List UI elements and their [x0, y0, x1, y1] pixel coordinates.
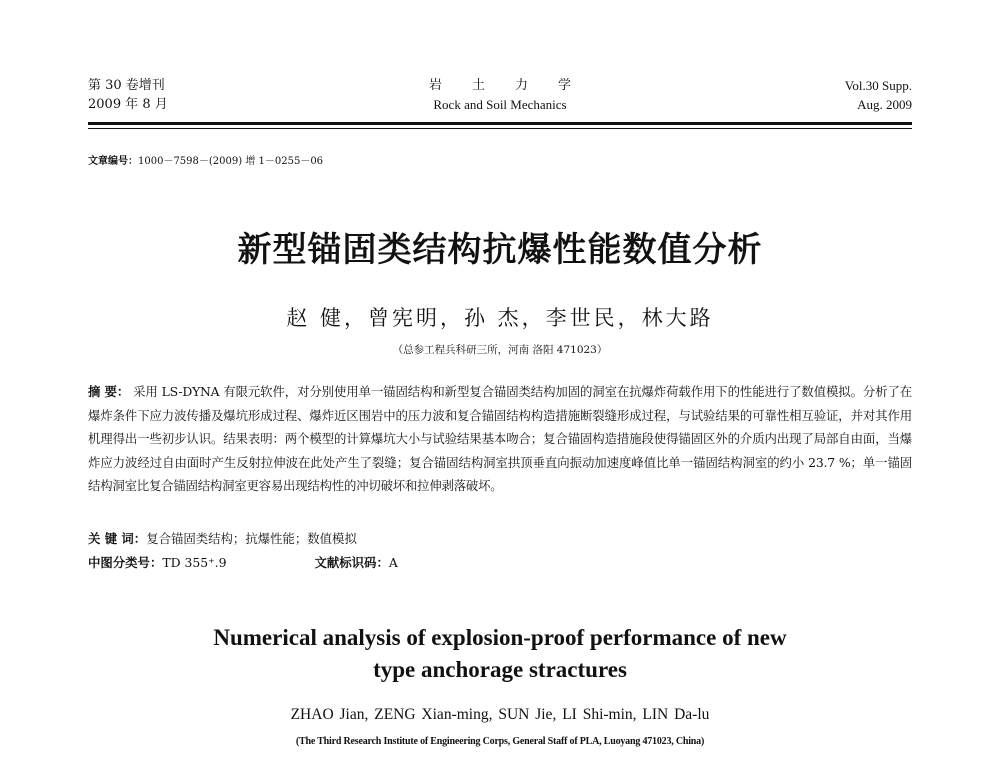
affiliation-cn: （总参工程兵科研三所，河南 洛阳 471023） — [392, 344, 608, 356]
journal-issue-info — [88, 76, 168, 114]
keywords-text: 复合锚固类结构；抗爆性能；数值模拟 — [146, 531, 357, 546]
journal-title-cn: 岩土力学 — [428, 78, 601, 93]
abstract-cn — [88, 380, 912, 498]
volume-supp-en: Vol.30 Supp. — [844, 78, 912, 93]
paper-title-en — [0, 622, 1000, 686]
date-en: Aug. 2009 — [857, 97, 912, 112]
doc-code-value: A — [388, 555, 398, 570]
affiliation-en: (The Third Research Institute of Engineering Corps, General Staff of PLA, Luoyang 471023, China) — [295, 736, 705, 747]
clc-value: TD 355⁺.9 — [162, 555, 227, 570]
paper-title-en-line2: type anchorage stractures — [373, 657, 627, 682]
journal-title-en: Rock and Soil Mechanics — [433, 97, 567, 112]
article-number-label: 文章编号： — [88, 156, 138, 167]
clc-label: 中图分类号： — [88, 555, 163, 570]
keywords-label: 关 键 词： — [88, 531, 147, 546]
journal-volume-info — [845, 76, 912, 114]
volume-issue-cn: 第 30 卷增刊 — [88, 78, 165, 93]
classification — [88, 553, 398, 571]
article-number-value: 1000－7598－(2009) 增 1－0255－06 — [138, 156, 324, 167]
paper-title-cn: 新型锚固类结构抗爆性能数值分析 — [237, 230, 763, 270]
date-cn: 2009 年 8 月 — [88, 97, 168, 112]
header-rule-thick — [88, 122, 912, 125]
abstract-label: 摘 要： — [88, 384, 130, 399]
journal-title — [350, 76, 650, 114]
abstract-text: 采用 LS-DYNA 有限元软件，对分别使用单一锚固结构和新型复合锚固类结构加固的洞室在抗爆炸荷载作用下的性能进行了数值模拟。分析了在爆炸条件下应力波传播及爆坑形成过程、爆炸近区围岩中的压力波和复合锚固结构构造措施断裂缝形成过程，与试验结果的可靠性相互验证，并对其作用机理得出一些初步认识。结果表明：两个模型的计算爆坑大小与试验结果基本吻合；复合锚固构造措施段使得锚固区外的介质内出现了局部自由面，当爆炸应力波经过自由面时产生反射拉伸波在此处产生了裂缝；复合锚固结构洞室拱顶垂直向振动加速度峰值比单一锚固结构洞室的约小 23.7 %；单一锚固结构洞室比复合锚固结构洞室更容易出现结构性的冲切破坏和拉伸剥落破坏。 — [88, 384, 912, 493]
header-rule-thin — [88, 128, 912, 129]
keywords — [88, 529, 357, 547]
paper-title-en-line1: Numerical analysis of explosion-proof performance of new — [213, 625, 787, 650]
authors-en: ZHAO Jian, ZENG Xian-ming, SUN Jie, LI Shi-min, LIN Da-lu — [290, 706, 710, 723]
authors-cn: 赵 健，曾宪明，孙 杰，李世民，林大路 — [286, 306, 714, 330]
doc-code-label: 文献标识码： — [314, 555, 389, 570]
article-number — [88, 152, 323, 167]
